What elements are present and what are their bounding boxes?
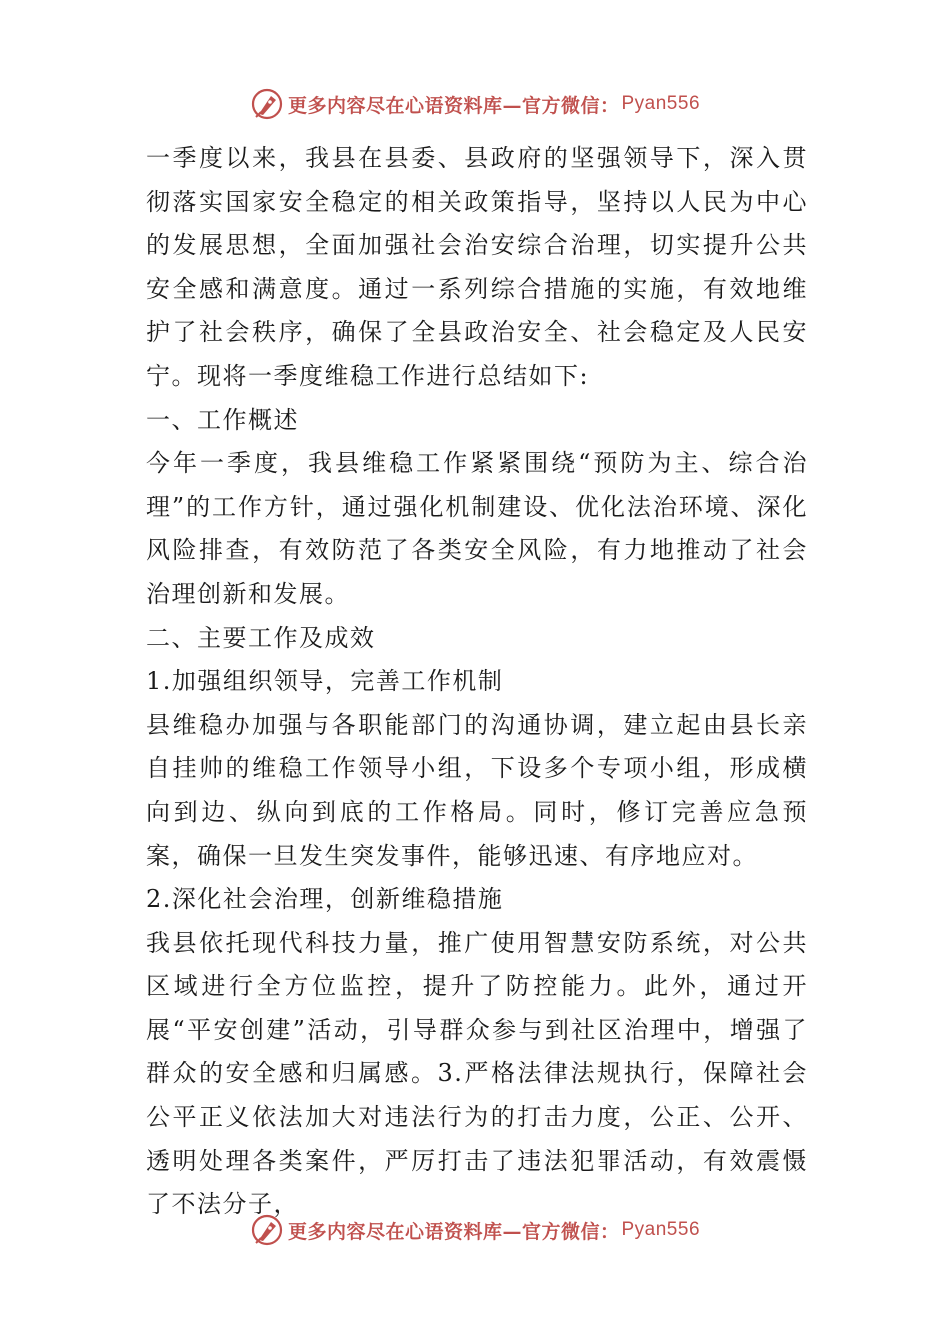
subheading-2: 2.深化社会治理，创新维稳措施 [146,885,504,914]
section-heading-1: 一、工作概述 [146,405,299,434]
footer-watermark-banner [0,1210,950,1250]
banner-text: 更多内容尽在心语资料库—官方微信： [287,94,620,117]
document-body [146,137,808,1227]
governance-paragraph: 我县依托现代科技力量，推广使用智慧安防系统，对公共区域进行全方位监控，提升了防控能力。此外，通过开展“平安创建”活动，引导群众参与到社区治理中，增强了群众的安全感和归属感。3.严格法律法规执行，保障社会公平正义依法加大对违法行为的打击力度，公正、公开、透明处理各类案件，严厉打击了违法犯罪活动，有效震慑了不法分子， [146,928,808,1219]
banner-wechat-id: Pyan556 [621,93,701,114]
intro-paragraph: 一季度以来，我县在县委、县政府的坚强领导下，深入贯彻落实国家安全稳定的相关政策指导，坚持以人民为中心的发展思想，全面加强社会治安综合治理，切实提升公共安全感和满意度。通过一系列综合措施的实施，有效地维护了社会秩序，确保了全县政治安全、社会稳定及人民安宁。现将一季度维稳工作进行总结如下: [146,144,808,390]
section-heading-2: 二、主要工作及成效 [146,623,376,652]
banner-wechat-id: Pyan556 [621,1219,701,1240]
pen-nib-logo-icon [250,1213,284,1247]
header-watermark-banner [0,84,950,124]
overview-paragraph: 今年一季度，我县维稳工作紧紧围绕“预防为主、综合治理”的工作方针，通过强化机制建设、优化法治环境、深化风险排查，有效防范了各类安全风险，有力地推动了社会治理创新和发展。 [146,449,808,608]
banner-text: 更多内容尽在心语资料库—官方微信： [287,1220,620,1243]
pen-nib-logo-icon [250,87,284,121]
leadership-paragraph: 县维稳办加强与各职能部门的沟通协调，建立起由县长亲自挂帅的维稳工作领导小组，下设多个专项小组，形成横向到边、纵向到底的工作格局。同时，修订完善应急预案，确保一旦发生突发事件，能够迅速、有序地应对。 [146,710,808,870]
subheading-1: 1.加强组织领导，完善工作机制 [146,667,504,696]
